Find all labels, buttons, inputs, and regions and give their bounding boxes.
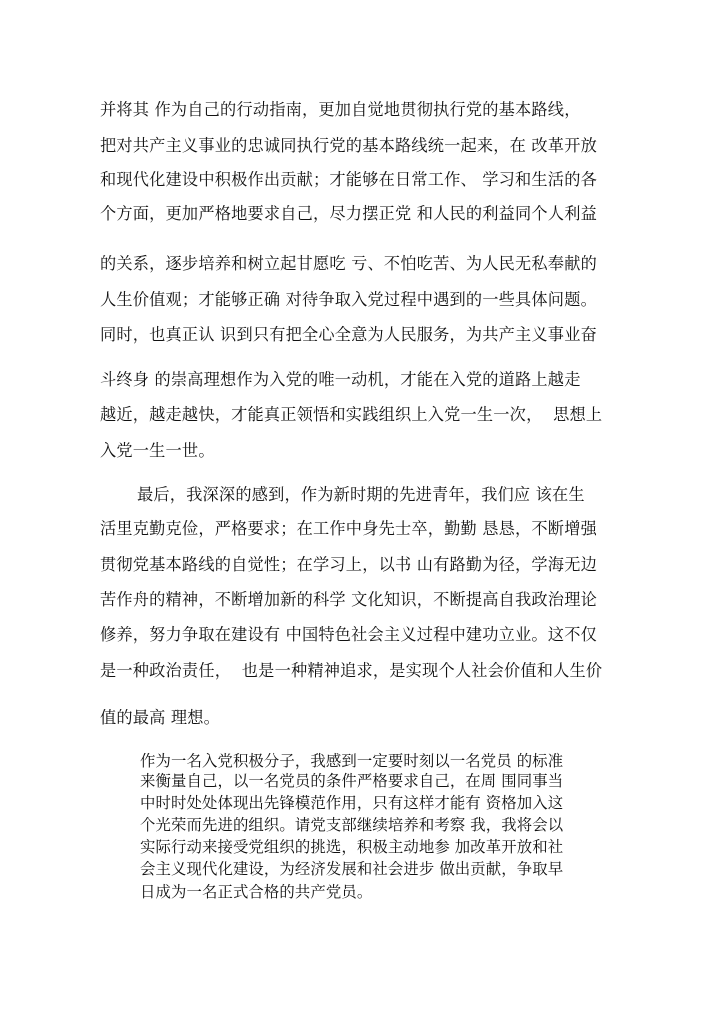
body-text-line: 个方面，更加严格地要求自己，尽力摆正党 和人民的利益同个人利益 <box>100 204 597 223</box>
body-text-line: 是一种政治责任， 也是一种精神追求，是实现个人社会价值和人生价 <box>100 661 603 680</box>
body-text-line: 修养，努力争取在建设有 中国特色社会主义过程中建功立业。这不仅 <box>100 625 597 644</box>
body-text-line: 斗终身 的崇高理想作为入党的唯一动机，才能在入党的道路上越走 <box>100 370 581 389</box>
body-text-line: 并将其 作为自己的行动指南，更加自觉地贯彻执行党的基本路线， <box>100 100 581 119</box>
body-text-line: 苦作舟的精神，不断增加新的科学 文化知识，不断提高自我政治理论 <box>100 590 597 609</box>
closing-text-line: 来衡量自己，以一名党员的条件严格要求自己，在周 围同事当 <box>140 772 564 790</box>
closing-text-line: 会主义现代化建设，为经济发展和社会进步 做出贡献，争取早 <box>140 860 564 878</box>
body-text-line: 值的最高 理想。 <box>100 708 221 727</box>
body-text-line: 和现代化建设中积极作出贡献；才能够在日常工作、 学习和生活的各 <box>100 170 597 189</box>
body-text-line: 的关系，逐步培养和树立起甘愿吃 亏、不怕吃苦、为人民无私奉献的 <box>100 254 597 273</box>
body-text-line: 同时，也真正认 识到只有把全心全意为人民服务，为共产主义事业奋 <box>100 325 597 344</box>
closing-text-line: 中时时处处体现出先锋模范作用，只有这样才能有 资格加入这 <box>140 794 564 812</box>
body-text-line: 越近，越走越快，才能真正领悟和实践组织上入党一生一次， 思想上 <box>100 405 603 424</box>
body-text-line: 活里克勤克俭，严格要求；在工作中身先士卒，勤勤 恳恳，不断增强 <box>100 519 597 538</box>
closing-text-line: 作为一名入党积极分子，我感到一定要时刻以一名党员 的标准 <box>140 752 564 770</box>
body-text-line: 贯彻党基本路线的自觉性；在学习上，以书 山有路勤为径，学海无边 <box>100 555 597 574</box>
closing-text-line: 个光荣而先进的组织。请党支部继续培养和考察 我，我将会以 <box>140 816 564 834</box>
closing-text-line: 日成为一名正式合格的共产党员。 <box>140 883 373 901</box>
body-text-line: 入党一生一世。 <box>100 441 215 460</box>
body-text-line: 人生价值观；才能够正确 对待争取入党过程中遇到的一些具体问题。 <box>100 290 597 309</box>
body-text-line: 把对共产主义事业的忠诚同执行党的基本路线统一起来，在 改革开放 <box>100 136 597 155</box>
closing-text-line: 实际行动来接受党组织的挑选，积极主动地参 加改革开放和社 <box>140 838 564 856</box>
body-text-line: 最后，我深深的感到，作为新时期的先进青年，我们应 该在生 <box>137 485 585 504</box>
